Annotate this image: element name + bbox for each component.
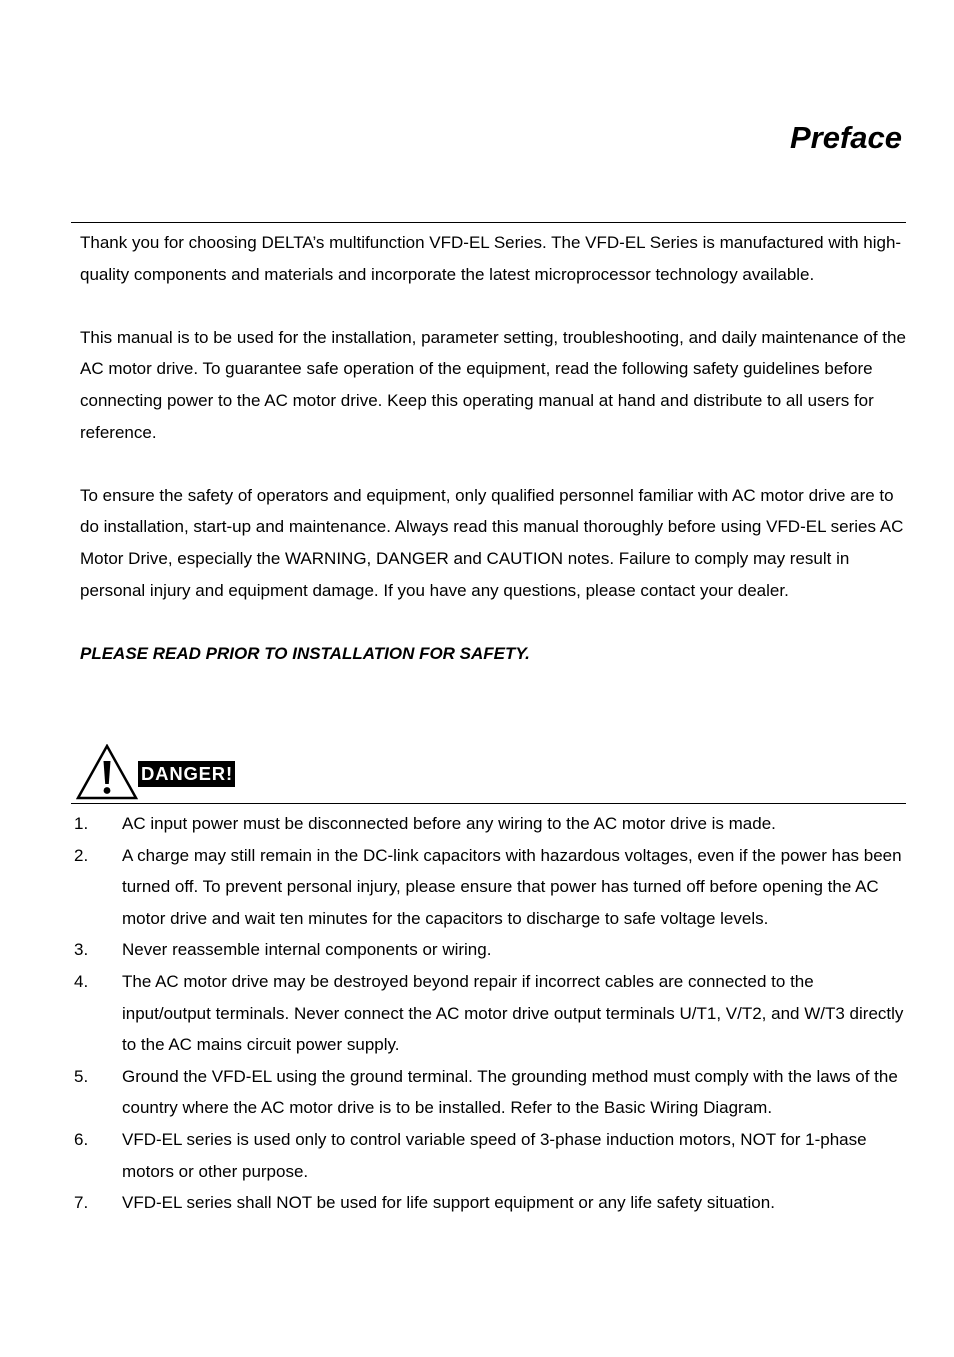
list-item-number: 2. bbox=[74, 845, 89, 865]
list-item-number: 6. bbox=[74, 1129, 89, 1149]
danger-heading bbox=[76, 743, 235, 801]
danger-label: DANGER! bbox=[138, 761, 235, 787]
list-item-number: 5. bbox=[74, 1066, 89, 1086]
danger-divider bbox=[71, 803, 906, 804]
safety-notice: PLEASE READ PRIOR TO INSTALLATION FOR SAFETY. bbox=[80, 643, 530, 663]
list-item-text: A charge may still remain in the DC-link capacitors with hazardous voltages, even if the power has been turned off. To prevent personal injury, please ensure that power has turned off before opening the AC motor drive and wait ten minutes for the capacitors to discharge to safe voltage levels. bbox=[122, 845, 902, 928]
list-item bbox=[74, 840, 906, 935]
list-item-text: Ground the VFD-EL using the ground terminal. The grounding method must comply with the laws of the country where the AC motor drive is to be installed. Refer to the Basic Wiring Diagram. bbox=[122, 1066, 898, 1118]
list-item-number: 1. bbox=[74, 814, 89, 833]
list-item bbox=[74, 808, 906, 840]
intro-paragraph: Thank you for choosing DELTA’s multifunction VFD-EL Series. The VFD-EL Series is manufactured with high-quality components and materials and incorporate the latest microprocessor technology available. bbox=[80, 233, 902, 284]
list-item-text: Never reassemble internal components or wiring. bbox=[122, 940, 492, 960]
list-item-number: 4. bbox=[74, 971, 89, 991]
list-item bbox=[74, 966, 906, 1061]
list-item-text: The AC motor drive may be destroyed beyond repair if incorrect cables are connected to the input/output terminals. Never connect the AC motor drive output terminals U/T1, V/T2, and W/T3 directly to the AC mains circuit power supply. bbox=[122, 971, 904, 1055]
page-title: Preface bbox=[789, 120, 902, 155]
list-item-text: VFD-EL series is used only to control variable speed of 3-phase induction motors, NOT for 1-phase motors or other purpose. bbox=[122, 1129, 867, 1181]
danger-list bbox=[74, 808, 906, 1219]
list-item bbox=[74, 1187, 906, 1219]
list-item bbox=[74, 1124, 906, 1187]
intro-section bbox=[80, 227, 906, 669]
list-item-text: AC input power must be disconnected before any wiring to the AC motor drive is made. bbox=[122, 814, 776, 833]
intro-paragraph: This manual is to be used for the installation, parameter setting, troubleshooting, and daily maintenance of the AC motor drive. To guarantee safe operation of the equipment, read the following safety guidelines before connecting power to the AC motor drive. Keep this operating manual at hand and distribute to all users for reference. bbox=[80, 327, 906, 442]
list-item bbox=[74, 1061, 906, 1124]
list-item-number: 3. bbox=[74, 940, 89, 960]
list-item-number: 7. bbox=[74, 1193, 89, 1213]
intro-paragraph: To ensure the safety of operators and equipment, only qualified personnel familiar with AC motor drive are to do installation, start-up and maintenance. Always read this manual thoroughly before using VFD-EL series AC Motor Drive, especially the WARNING, DANGER and CAUTION notes. Failure to comply may result in personal injury and equipment damage. If you have any questions, please contact your dealer. bbox=[80, 485, 904, 600]
warning-triangle-icon bbox=[76, 744, 138, 800]
list-item bbox=[74, 934, 906, 966]
list-item-text: VFD-EL series shall NOT be used for life support equipment or any life safety situation. bbox=[122, 1193, 775, 1213]
top-divider bbox=[71, 222, 906, 223]
